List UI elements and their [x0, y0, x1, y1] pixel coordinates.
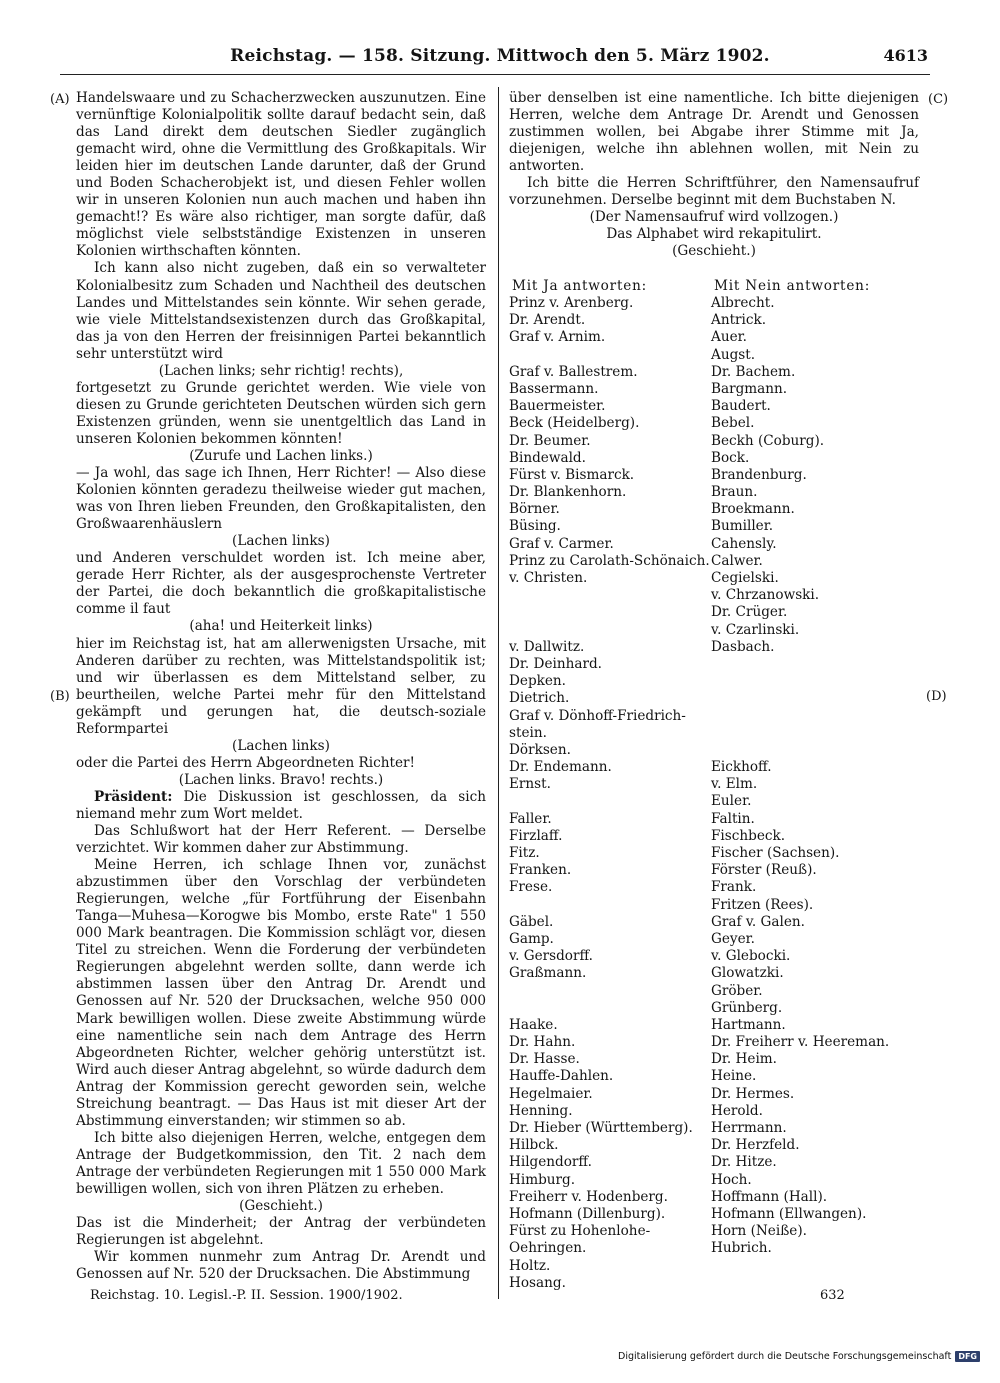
vote-list	[509, 295, 919, 1292]
vote-row	[509, 897, 919, 914]
ja-name: Frese.	[509, 879, 553, 896]
page-number: 4613	[883, 46, 928, 65]
vote-row	[509, 948, 919, 965]
paragraph: Das ist die Minderheit; der Antrag der verbündeten Regierungen ist abgelehnt.	[76, 1215, 486, 1249]
vote-row	[509, 673, 919, 690]
vote-row	[509, 639, 919, 656]
vote-row	[509, 433, 919, 450]
ja-name: Hegelmaier.	[509, 1085, 593, 1102]
vote-row	[509, 776, 919, 793]
nein-name: Fischer (Sachsen).	[711, 845, 840, 861]
nein-name: v. Elm.	[711, 776, 758, 793]
paragraph: oder die Partei des Herrn Abgeordneten Richter!	[76, 754, 415, 771]
paragraph: Ich kann also nicht zugeben, daß ein so verwalteter Kolonialbesitz zum Schaden und Nachtheil des deutschen Landes und Mittelstandes sein könnte. Wir sehen gerade, wie viele Mittelstandsexistenzen durch das Großkapital, das ja von den Herren der freisinnigen Partei bekanntlich sehr unterstützt wird	[76, 260, 486, 362]
vote-headers	[512, 278, 920, 296]
vote-row	[509, 828, 919, 845]
nein-name: Antrick.	[711, 312, 767, 329]
paragraph: Handelswaare und zu Schacherzwecken auszunutzen. Eine vernünftige Kolonialpolitik sollte darauf bedacht sein, daß das Land direkt dem deutschen Siedler zugänglich gemacht wird, ohne die Vermittlung des Großkapitals. Wir leiden hier im deutschen Lande darunter, daß der Grund und Boden Schacherobjekt ist, und diesen Fehler wollen wir in unseren Kolonien nun auch machen und haben ihn gemacht!? Es wäre also richtiger, man sorgte dafür, daß möglichst viele selbstständige Existenzen in unseren Kolonien wirthschaften könnten.	[76, 90, 486, 260]
ja-name: Graßmann.	[509, 965, 587, 982]
vote-row	[509, 364, 919, 381]
paragraph: Wir kommen nunmehr zum Antrag Dr. Arendt und Genossen auf Nr. 520 der Drucksachen. Die Abstimmung	[76, 1249, 486, 1283]
vote-row	[509, 793, 919, 810]
ja-name: Dr. Endemann.	[509, 759, 612, 776]
nein-name: Bumiller.	[711, 518, 774, 535]
vote-row	[509, 467, 919, 484]
ja-name: Dörksen.	[509, 741, 571, 758]
ja-name: Gäbel.	[509, 913, 554, 930]
paragraph: (Der Namensaufruf wird vollzogen.)	[589, 209, 839, 226]
paragraph: (Geschieht.)	[239, 1198, 323, 1215]
vote-row	[509, 553, 919, 570]
paragraph: (Lachen links; sehr richtig! rechts),	[158, 362, 404, 379]
nein-name: Dr. Crüger.	[711, 604, 788, 621]
ja-name: Graf v. Ballestrem.	[509, 363, 638, 380]
ja-name: Franken.	[509, 862, 572, 879]
ja-name: stein.	[509, 724, 547, 741]
ja-name: Firzlaff.	[509, 827, 563, 844]
vote-row	[509, 1240, 919, 1257]
nein-name: Euler.	[711, 793, 752, 810]
paragraph: (aha! und Heiterkeit links)	[189, 618, 373, 635]
ja-name: Prinz v. Arenberg.	[509, 295, 634, 311]
vote-row	[509, 1206, 919, 1223]
ja-name: Graf v. Carmer.	[509, 535, 614, 552]
paragraph: (Lachen links. Bravo! rechts.)	[178, 771, 384, 788]
nein-name: Cahensly.	[711, 535, 777, 552]
ja-name: v. Christen.	[509, 570, 588, 586]
dfg-logo: DFG	[955, 1351, 980, 1362]
nein-name: Hartmann.	[711, 1016, 786, 1033]
vote-row	[509, 1000, 919, 1017]
vote-row	[509, 1258, 919, 1275]
page-header	[0, 46, 1000, 72]
digitization-credit	[618, 1351, 980, 1362]
ja-name: Dietrich.	[509, 690, 570, 707]
ja-name: Himburg.	[509, 1171, 576, 1188]
vote-row	[509, 983, 919, 1000]
vote-row	[509, 862, 919, 879]
ja-name: Henning.	[509, 1102, 573, 1119]
nein-name: Hofmann (Ellwangen).	[711, 1205, 867, 1222]
paragraph: — Ja wohl, das sage ich Ihnen, Herr Richter! — Also diese Kolonien könnten geradezu theilweise wieder gut machen, was von Ihren lieben Freunden, den Großkapitalisten, den Großwaarenhäuslern	[76, 465, 486, 533]
nein-name: Dr. Hermes.	[711, 1085, 795, 1102]
nein-name: Brandenburg.	[711, 466, 807, 483]
ja-name: Gamp.	[509, 930, 554, 947]
nein-name: Herold.	[711, 1102, 763, 1119]
vote-row	[509, 398, 919, 415]
vote-row	[509, 1086, 919, 1103]
vote-row	[509, 1172, 919, 1189]
ja-name: Graf v. Arnim.	[509, 329, 606, 346]
nein-name: v. Chrzanowski.	[711, 587, 820, 604]
margin-marker-d: (D)	[926, 689, 947, 704]
ja-name: Depken.	[509, 673, 567, 690]
vote-row	[509, 518, 919, 535]
paragraph: Das Schlußwort hat der Herr Referent. — Derselbe verzichtet. Wir kommen daher zur Abstimmung.	[76, 823, 486, 857]
vote-row	[509, 347, 919, 364]
ja-name: Beck (Heidelberg).	[509, 415, 640, 432]
vote-row	[509, 622, 919, 639]
ja-name: Börner.	[509, 501, 560, 518]
ja-name: Graf v. Dönhoff-Friedrich-	[509, 707, 686, 724]
nein-name: Calwer.	[711, 552, 763, 569]
ja-name: v. Dallwitz.	[509, 638, 585, 655]
paragraph: Präsident: Die Diskussion ist geschlossen, da sich niemand mehr zum Wort meldet.	[76, 788, 486, 822]
nein-name: Hoffmann (Hall).	[711, 1188, 828, 1205]
speaker-label: Präsident:	[94, 788, 173, 805]
ja-name: Büsing.	[509, 518, 561, 535]
nein-name: Broekmann.	[711, 501, 795, 518]
ja-name: Dr. Hasse.	[509, 1051, 580, 1068]
nein-name: Fritzen (Rees).	[711, 896, 814, 913]
vote-row	[509, 312, 919, 329]
nein-name: Beckh (Coburg).	[711, 432, 825, 449]
nein-name: Horn (Neiße).	[711, 1223, 807, 1240]
right-column-intro	[509, 90, 919, 260]
paragraph: hier im Reichstag ist, hat am allerwenigsten Ursache, mit Anderen darüber zu rechten, was Mittelstandspolitik ist; und wir überlassen es dem Mittelstand selber, zu beurtheilen, welche Partei mehr für den Mittelstand gekämpft und gerungen hat, die deutsch-soziale Reformpartei	[76, 635, 486, 737]
vote-row	[509, 501, 919, 518]
vote-row	[509, 1051, 919, 1068]
nein-name: Baudert.	[711, 398, 771, 415]
vote-row	[509, 1120, 919, 1137]
vote-row	[509, 1137, 919, 1154]
ja-name: Hauffe-Dahlen.	[509, 1068, 614, 1085]
ja-name: Hofmann (Dillenburg).	[509, 1205, 666, 1222]
vote-row	[509, 1103, 919, 1120]
nein-name: Dasbach.	[711, 638, 775, 655]
nein-name: Bock.	[711, 449, 750, 466]
ja-name: Bauermeister.	[509, 398, 606, 415]
vote-row	[509, 329, 919, 346]
nein-name: Hubrich.	[711, 1240, 772, 1257]
nein-name: Geyer.	[711, 930, 755, 947]
nein-name: Albrecht.	[711, 295, 775, 311]
ja-name: v. Gersdorff.	[509, 948, 593, 965]
paragraph: über denselben ist eine namentliche. Ich bitte diejenigen Herren, welche dem Antrage Dr. Arendt und Genossen zustimmen wollen, bei Abgabe ihrer Stimme mit Ja, diejenigen, welche ihn ablehnen wollen, mit Nein zu antworten.	[509, 90, 919, 175]
ja-name: Fürst v. Bismarck.	[509, 466, 635, 483]
vote-row	[509, 879, 919, 896]
nein-name: Grünberg.	[711, 999, 783, 1016]
vote-row	[509, 1068, 919, 1085]
ja-name: Hosang.	[509, 1274, 566, 1291]
ja-name: Ernst.	[509, 776, 551, 793]
nein-name: Augst.	[711, 346, 756, 363]
vote-row	[509, 570, 919, 587]
nein-name: Dr. Bachem.	[711, 363, 796, 380]
ja-name: Haake.	[509, 1016, 558, 1033]
nein-name: Frank.	[711, 879, 757, 896]
ja-name: Dr. Beumer.	[509, 432, 591, 449]
vote-row	[509, 690, 919, 707]
margin-marker-b: (B)	[50, 689, 70, 704]
vote-row	[509, 914, 919, 931]
vote-row	[509, 295, 919, 312]
footer-sheet-number: 632	[820, 1288, 845, 1303]
paragraph: Ich bitte also diejenigen Herren, welche, entgegen dem Antrage der Budgetkommission, den Tit. 2 nach dem Antrage der verbündeten Regierungen mit 1 550 000 Mark bewilligen wollen, sich von ihren Plätzen zu erheben.	[76, 1129, 486, 1197]
vote-row	[509, 1154, 919, 1171]
left-column-text	[76, 90, 486, 1283]
ja-name: Prinz zu Carolath-Schönaich.	[509, 552, 710, 569]
paragraph: Das Alphabet wird rekapitulirt.	[606, 226, 822, 243]
paragraph: (Geschieht.)	[672, 243, 756, 260]
vote-row	[509, 450, 919, 467]
nein-name: Bargmann.	[711, 380, 788, 397]
nein-name: Fischbeck.	[711, 827, 786, 844]
credit-text: Digitalisierung gefördert durch die Deutsche Forschungsgemeinschaft	[618, 1351, 952, 1362]
vote-row	[509, 587, 919, 604]
nein-name: Dr. Heim.	[711, 1051, 778, 1068]
vote-row	[509, 1034, 919, 1051]
ja-name: Freiherr v. Hodenberg.	[509, 1188, 668, 1205]
paragraph: (Zurufe und Lachen links.)	[189, 447, 373, 464]
vote-row	[509, 415, 919, 432]
vote-row	[509, 1223, 919, 1240]
vote-row	[509, 759, 919, 776]
column-divider	[498, 87, 499, 1299]
vote-row	[509, 931, 919, 948]
paragraph: (Lachen links)	[232, 737, 330, 754]
margin-marker-a: (A)	[50, 92, 70, 107]
vote-row	[509, 604, 919, 621]
vote-row	[509, 656, 919, 673]
vote-row	[509, 1275, 919, 1292]
ja-name: Holtz.	[509, 1257, 551, 1274]
vote-row	[509, 845, 919, 862]
paragraph: und Anderen verschuldet worden ist. Ich meine aber, gerade Herr Richter, als der ausgesprochenste Vertreter der Partei, die doch bekanntlich die großkapitalistische comme il faut	[76, 550, 486, 618]
nein-name: Braun.	[711, 484, 758, 501]
vote-row	[509, 742, 919, 759]
ja-name: Fitz.	[509, 845, 540, 861]
footer-session: Reichstag. 10. Legisl.-P. II. Session. 1900/1902.	[90, 1288, 403, 1303]
ja-name: Fürst zu Hohenlohe-	[509, 1223, 651, 1240]
ja-name: Faller.	[509, 810, 552, 827]
nein-name: Förster (Reuß).	[711, 862, 817, 879]
ja-name: Dr. Deinhard.	[509, 655, 602, 672]
ja-name: Bindewald.	[509, 449, 586, 466]
nein-name: v. Czarlinski.	[711, 621, 800, 638]
ja-name: Bassermann.	[509, 380, 599, 397]
nein-name: Dr. Hitze.	[711, 1154, 777, 1171]
header-rule	[60, 74, 930, 75]
vote-row	[509, 708, 919, 725]
ja-name: Dr. Hieber (Württemberg).	[509, 1120, 693, 1136]
nein-name: Auer.	[711, 329, 747, 346]
vote-row	[509, 725, 919, 742]
ja-name: Hilbck.	[509, 1137, 559, 1154]
paragraph: Ich bitte die Herren Schriftführer, den Namensaufruf vorzunehmen. Derselbe beginnt mit dem Buchstaben N.	[509, 175, 919, 209]
nein-name: Glowatzki.	[711, 965, 784, 982]
running-title: Reichstag. — 158. Sitzung. Mittwoch den 5. März 1902.	[230, 46, 770, 66]
vote-row	[509, 811, 919, 828]
ja-name: Oehringen.	[509, 1240, 587, 1257]
ja-header: Mit Ja antworten:	[512, 278, 648, 294]
nein-name: Cegielski.	[711, 570, 779, 586]
nein-name: Dr. Freiherr v. Heereman.	[711, 1034, 890, 1051]
paragraph: (Lachen links)	[232, 533, 330, 550]
vote-row	[509, 1017, 919, 1034]
margin-marker-c: (C)	[928, 92, 949, 107]
nein-name: Faltin.	[711, 810, 755, 827]
paragraph: Meine Herren, ich schlage Ihnen vor, zunächst abzustimmen über den Vorschlag der verbündeten Regierungen, welche „für Fortführung der Eisenbahn Tanga—Muhesa—Korogwe bis Mombo, erste Rate" 1 550 000 Mark beantragen. Die Kommission schlägt vor, diesen Titel zu streichen. Wenn die Forderung der verbündeten Regierungen abgelehnt werden sollte, dann werde ich abstimmen lassen über den Antrag Dr. Arendt und Genossen auf Nr. 520 der Drucksachen, welche 950 000 Mark bewilligen wollen. Diese zweite Abstimmung würde eine namentliche sein nach dem Antrage des Herrn Abgeordneten Richter, welcher gehörig unterstützt ist. Wird auch dieser Antrag abgelehnt, so würde dadurch dem Antrag der Kommission gerecht geworden sein, welche Streichung beantragt. — Das Haus ist mit dieser Art der Abstimmung einverstanden; wir stimmen so ab.	[76, 857, 486, 1129]
paragraph: fortgesetzt zu Grunde gerichtet werden. Wie viele von diesen zu Grunde gerichteten Deutschen würden sich gern Existenzen gründen, wenn sie unentgeltlich das Land in unseren Kolonien bekommen könnten!	[76, 379, 486, 447]
ja-name: Dr. Arendt.	[509, 312, 586, 329]
nein-name: Bebel.	[711, 415, 755, 432]
nein-header: Mit Nein antworten:	[714, 278, 871, 294]
vote-row	[509, 381, 919, 398]
nein-name: Dr. Herzfeld.	[711, 1137, 800, 1154]
nein-name: v. Glebocki.	[711, 948, 791, 965]
nein-name: Eickhoff.	[711, 759, 772, 776]
nein-name: Graf v. Galen.	[711, 913, 805, 930]
vote-row	[509, 484, 919, 501]
nein-name: Gröber.	[711, 982, 763, 999]
vote-row	[509, 1189, 919, 1206]
vote-row	[509, 536, 919, 553]
ja-name: Dr. Blankenhorn.	[509, 484, 627, 501]
nein-name: Heine.	[711, 1068, 757, 1085]
ja-name: Dr. Hahn.	[509, 1034, 576, 1051]
nein-name: Hoch.	[711, 1171, 752, 1188]
vote-row	[509, 965, 919, 982]
nein-name: Herrmann.	[711, 1120, 787, 1136]
ja-name: Hilgendorff.	[509, 1154, 592, 1171]
